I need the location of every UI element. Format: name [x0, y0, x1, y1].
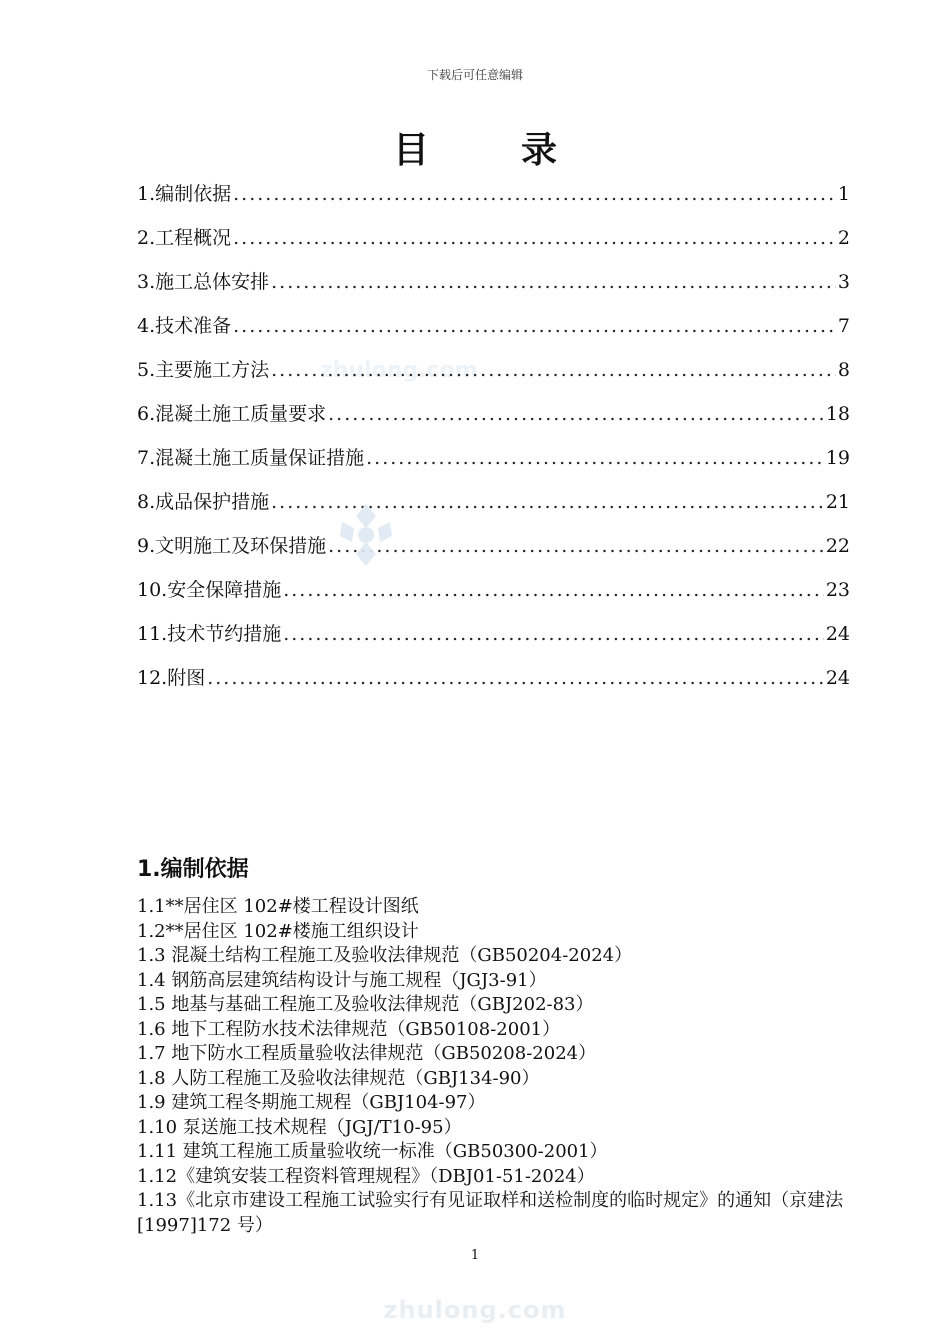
- toc-entry-label: 12.附图: [137, 667, 206, 689]
- toc-entry-label: 9.文明施工及环保措施: [137, 535, 327, 557]
- toc-entry-page: 24: [825, 623, 850, 645]
- toc-leader-dots: [283, 616, 824, 652]
- toc-leader-dots: [328, 396, 824, 432]
- list-item: 1.7 地下防水工程质量验收法律规范（GB50208-2024）: [137, 1043, 597, 1064]
- list-item: 1.5 地基与基础工程施工及验收法律规范（GBJ202-83）: [137, 994, 594, 1015]
- toc-entry[interactable]: [137, 308, 850, 352]
- toc-title: [0, 122, 950, 173]
- toc-entry-label: 6.混凝土施工质量要求: [137, 403, 327, 425]
- list-item: 1.9 建筑工程冬期施工规程（GBJ104-97）: [137, 1092, 486, 1113]
- toc-leader-dots: [271, 352, 836, 388]
- toc-entry-label: 8.成品保护措施: [137, 491, 270, 513]
- list-item: 1.10 泵送施工技术规程（JGJ/T10-95）: [137, 1116, 462, 1138]
- list-item: 1.12《建筑安装工程资料管理规程》（DBJ01-51-2024）: [137, 1165, 595, 1187]
- list-item: 1.11 建筑工程施工质量验收统一标准（GB50300-2001）: [137, 1141, 608, 1162]
- toc-leader-dots: [271, 264, 836, 300]
- toc-entry-label: 4.技术准备: [137, 315, 232, 337]
- list-item: 1.13《北京市建设工程施工试验实行有见证取样和送检制度的临时规定》的通知（京建法[1997]172 号）: [137, 1190, 844, 1236]
- toc-entry-label: 3.施工总体安排: [137, 271, 270, 293]
- toc-entry[interactable]: [137, 484, 850, 528]
- toc-entry-page: 7: [837, 315, 850, 337]
- toc-leader-dots: [207, 660, 824, 696]
- toc-entry[interactable]: [137, 220, 850, 264]
- toc-entry-page: 18: [825, 403, 850, 425]
- toc-leader-dots: [233, 176, 836, 212]
- toc-entry-label: 7.混凝土施工质量保证措施: [137, 447, 365, 469]
- list-item: 1.8 人防工程施工及验收法律规范（GBJ134-90）: [137, 1067, 540, 1089]
- toc-leader-dots: [366, 440, 824, 476]
- list-item: 1.3 混凝土结构工程施工及验收法律规范（GB50204-2024）: [137, 945, 633, 966]
- list-item: 1.4 钢筋高层建筑结构设计与施工规程（JGJ3-91）: [137, 969, 547, 991]
- section-heading: 1.编制依据: [137, 857, 249, 882]
- page-header-note: 下载后可任意编辑: [426, 68, 523, 82]
- basis-list: [137, 895, 857, 1238]
- toc-entry[interactable]: [137, 660, 850, 704]
- watermark-text: zhulong.com: [383, 1296, 567, 1324]
- list-item: 1.1**居住区 102#楼工程设计图纸: [137, 896, 419, 917]
- list-item: 1.6 地下工程防水技术法律规范（GB50108-2001）: [137, 1018, 561, 1040]
- toc-entry-page: 24: [825, 667, 850, 689]
- toc-entry[interactable]: [137, 440, 850, 484]
- toc-entry-label: 2.工程概况: [137, 227, 232, 249]
- toc-entry-page: 3: [837, 271, 850, 293]
- toc-entry[interactable]: [137, 616, 850, 660]
- toc-entry-label: 5.主要施工方法: [137, 359, 270, 381]
- toc-entry[interactable]: [137, 528, 850, 572]
- toc-leader-dots: [283, 572, 824, 608]
- toc-entry-label: 1.编制依据: [137, 183, 232, 205]
- toc-title-char-left: 目: [392, 129, 429, 171]
- toc-entry-label: 10.安全保障措施: [137, 579, 282, 601]
- toc-entry[interactable]: [137, 572, 850, 616]
- toc-entry-label: 11.技术节约措施: [137, 623, 282, 645]
- toc-entry[interactable]: [137, 264, 850, 308]
- toc-entry-page: 23: [825, 579, 850, 601]
- toc-entry-page: 21: [825, 491, 850, 513]
- toc-entry-page: 8: [837, 359, 850, 381]
- toc-entry-page: 1: [837, 183, 850, 205]
- watermark-faint-text: zhulong.com: [320, 358, 478, 383]
- list-item: 1.2**居住区 102#楼施工组织设计: [137, 920, 419, 942]
- toc-entry[interactable]: [137, 176, 850, 220]
- watermark-logo-icon: [336, 500, 396, 570]
- toc-entry-page: 19: [825, 447, 850, 469]
- toc-title-char-right: 录: [521, 129, 558, 171]
- table-of-contents: [137, 176, 850, 704]
- toc-leader-dots: [328, 528, 824, 564]
- toc-leader-dots: [233, 308, 836, 344]
- toc-entry-page: 22: [825, 535, 850, 557]
- toc-entry-page: 2: [837, 227, 850, 249]
- toc-entry[interactable]: [137, 396, 850, 440]
- toc-entry[interactable]: [137, 352, 850, 396]
- toc-leader-dots: [233, 220, 836, 256]
- page-number: 1: [470, 1248, 480, 1263]
